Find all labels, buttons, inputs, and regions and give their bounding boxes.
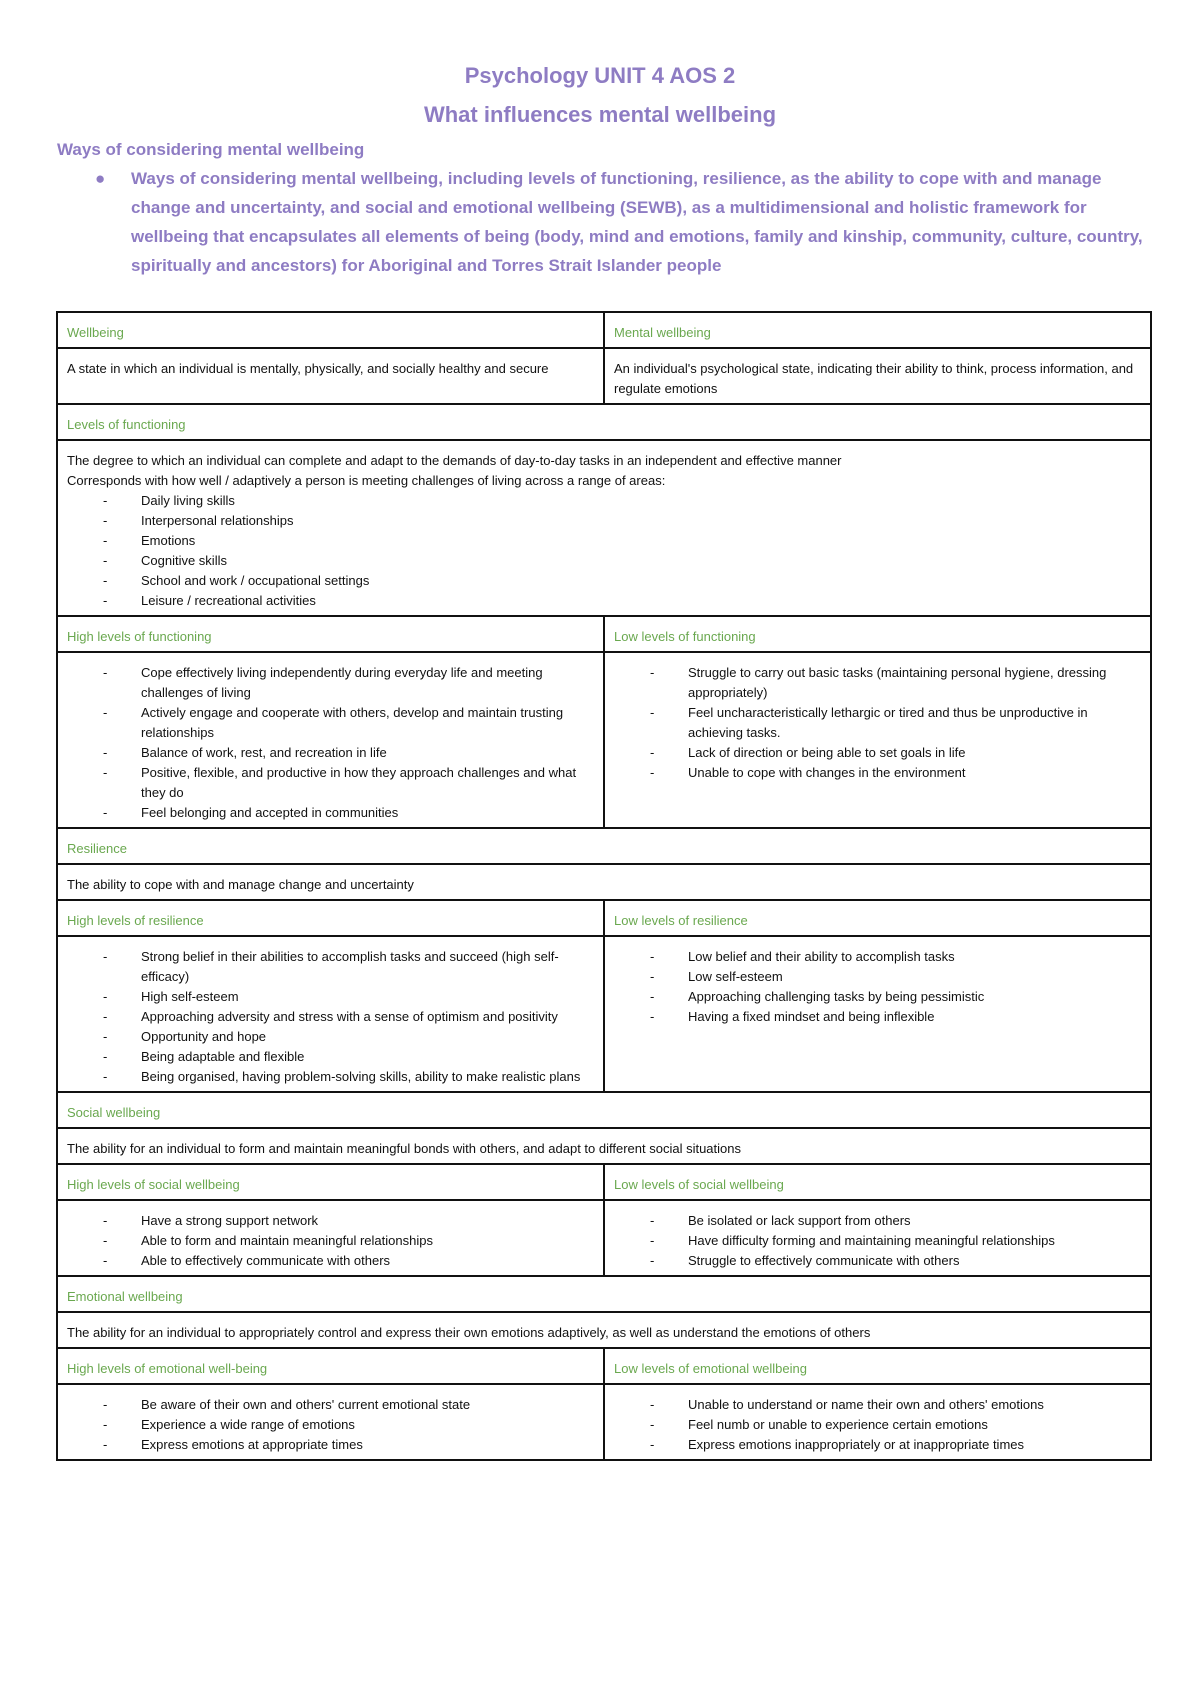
list-item: - School and work / occupational settings: [67, 571, 1141, 591]
resilience-header: Resilience: [57, 828, 1151, 864]
high-emotional-header: High levels of emotional well-being: [57, 1348, 604, 1384]
social-wellbeing-header: Social wellbeing: [57, 1092, 1151, 1128]
list-item: - Emotions: [67, 531, 1141, 551]
intro-bullet-text: Ways of considering mental wellbeing, including levels of functioning, resilience, as the ability to cope with and manage change and uncertainty, and social and emotional wellbeing (SEWB), as a multidimensional and holistic framework for wellbeing that encapsulates all elements of being (body, mind and emotions, family and kinship, community, culture, country, spiritually and ancestors) for Aboriginal and Torres Strait Islander people: [131, 169, 1143, 275]
list-item: - Cognitive skills: [67, 551, 1141, 571]
notes-table: [56, 311, 1152, 1461]
list-item: - Unable to cope with changes in the environment: [614, 763, 1141, 783]
low-resilience-header: Low levels of resilience: [604, 900, 1151, 936]
list-item: - Positive, flexible, and productive in how they approach challenges and what they do: [67, 763, 594, 803]
list-item: - Feel belonging and accepted in communities: [67, 803, 594, 823]
list-item: - Approaching challenging tasks by being pessimistic: [614, 987, 1141, 1007]
list-item: - Strong belief in their abilities to accomplish tasks and succeed (high self-efficacy): [67, 947, 594, 987]
list-item: - Having a fixed mindset and being inflexible: [614, 1007, 1141, 1027]
list-item: - Express emotions at appropriate times: [67, 1435, 594, 1455]
functioning-definition-cell: [57, 440, 1151, 616]
low-emotional-header: Low levels of emotional wellbeing: [604, 1348, 1151, 1384]
high-emotional-list: [67, 1395, 594, 1455]
list-item: - Unable to understand or name their own and others' emotions: [614, 1395, 1141, 1415]
list-item: - Express emotions inappropriately or at inappropriate times: [614, 1435, 1141, 1455]
page-title: Psychology UNIT 4 AOS 2: [464, 63, 736, 88]
section-heading: Ways of considering mental wellbeing: [57, 140, 365, 159]
low-functioning-header: Low levels of functioning: [604, 616, 1151, 652]
emotional-wellbeing-header: Emotional wellbeing: [57, 1276, 1151, 1312]
wellbeing-definition: A state in which an individual is mentally, physically, and socially healthy and secure: [57, 348, 604, 404]
functioning-definition: The degree to which an individual can complete and adapt to the demands of day-to-day tasks in an independent and effective manner: [67, 453, 842, 468]
high-functioning-list: [67, 663, 594, 823]
high-resilience-header: High levels of resilience: [57, 900, 604, 936]
low-functioning-list: [614, 663, 1141, 783]
functioning-areas-intro: Corresponds with how well / adaptively a person is meeting challenges of living across a range of areas:: [67, 473, 666, 488]
list-item: - Being adaptable and flexible: [67, 1047, 594, 1067]
list-item: - Experience a wide range of emotions: [67, 1415, 594, 1435]
high-emotional-cell: [57, 1384, 604, 1460]
functioning-header: Levels of functioning: [57, 404, 1151, 440]
low-emotional-list: [614, 1395, 1141, 1455]
list-item: - Daily living skills: [67, 491, 1141, 511]
low-resilience-list: [614, 947, 1141, 1027]
list-item: - Able to form and maintain meaningful relationships: [67, 1231, 594, 1251]
list-item: - Have difficulty forming and maintaining meaningful relationships: [614, 1231, 1141, 1251]
functioning-areas-list: [67, 491, 1141, 611]
bullet-icon: ●: [95, 169, 106, 188]
high-social-cell: [57, 1200, 604, 1276]
list-item: - Approaching adversity and stress with a sense of optimism and positivity: [67, 1007, 594, 1027]
high-functioning-header: High levels of functioning: [57, 616, 604, 652]
low-emotional-cell: [604, 1384, 1151, 1460]
intro-bullet: [95, 164, 1145, 280]
list-item: - High self-esteem: [67, 987, 594, 1007]
low-social-list: [614, 1211, 1141, 1271]
list-item: - Struggle to carry out basic tasks (maintaining personal hygiene, dressing appropriately): [614, 663, 1141, 703]
page-subtitle: What influences mental wellbeing: [423, 102, 777, 127]
list-item: - Being organised, having problem-solving skills, ability to make realistic plans: [67, 1067, 594, 1087]
social-wellbeing-definition: The ability for an individual to form and maintain meaningful bonds with others, and adapt to different social situations: [57, 1128, 1151, 1164]
list-item: - Lack of direction or being able to set goals in life: [614, 743, 1141, 763]
list-item: - Low belief and their ability to accomplish tasks: [614, 947, 1141, 967]
high-resilience-cell: [57, 936, 604, 1092]
high-resilience-list: [67, 947, 594, 1087]
high-social-header: High levels of social wellbeing: [57, 1164, 604, 1200]
resilience-definition: The ability to cope with and manage change and uncertainty: [57, 864, 1151, 900]
mental-wellbeing-definition: An individual's psychological state, indicating their ability to think, process information, and regulate emotions: [604, 348, 1151, 404]
emotional-wellbeing-definition: The ability for an individual to appropriately control and express their own emotions adaptively, as well as understand the emotions of others: [57, 1312, 1151, 1348]
low-social-cell: [604, 1200, 1151, 1276]
list-item: - Low self-esteem: [614, 967, 1141, 987]
list-item: - Be aware of their own and others' current emotional state: [67, 1395, 594, 1415]
wellbeing-header: Wellbeing: [57, 312, 604, 348]
low-social-header: Low levels of social wellbeing: [604, 1164, 1151, 1200]
list-item: - Be isolated or lack support from others: [614, 1211, 1141, 1231]
list-item: - Feel numb or unable to experience certain emotions: [614, 1415, 1141, 1435]
list-item: - Have a strong support network: [67, 1211, 594, 1231]
mental-wellbeing-header: Mental wellbeing: [604, 312, 1151, 348]
high-social-list: [67, 1211, 594, 1271]
list-item: - Leisure / recreational activities: [67, 591, 1141, 611]
high-functioning-cell: [57, 652, 604, 828]
low-resilience-cell: [604, 936, 1151, 1092]
list-item: - Cope effectively living independently during everyday life and meeting challenges of living: [67, 663, 594, 703]
list-item: - Interpersonal relationships: [67, 511, 1141, 531]
list-item: - Balance of work, rest, and recreation in life: [67, 743, 594, 763]
list-item: - Able to effectively communicate with others: [67, 1251, 594, 1271]
list-item: - Opportunity and hope: [67, 1027, 594, 1047]
low-functioning-cell: [604, 652, 1151, 828]
list-item: - Actively engage and cooperate with others, develop and maintain trusting relationships: [67, 703, 594, 743]
list-item: - Feel uncharacteristically lethargic or tired and thus be unproductive in achieving tasks.: [614, 703, 1141, 743]
list-item: - Struggle to effectively communicate with others: [614, 1251, 1141, 1271]
